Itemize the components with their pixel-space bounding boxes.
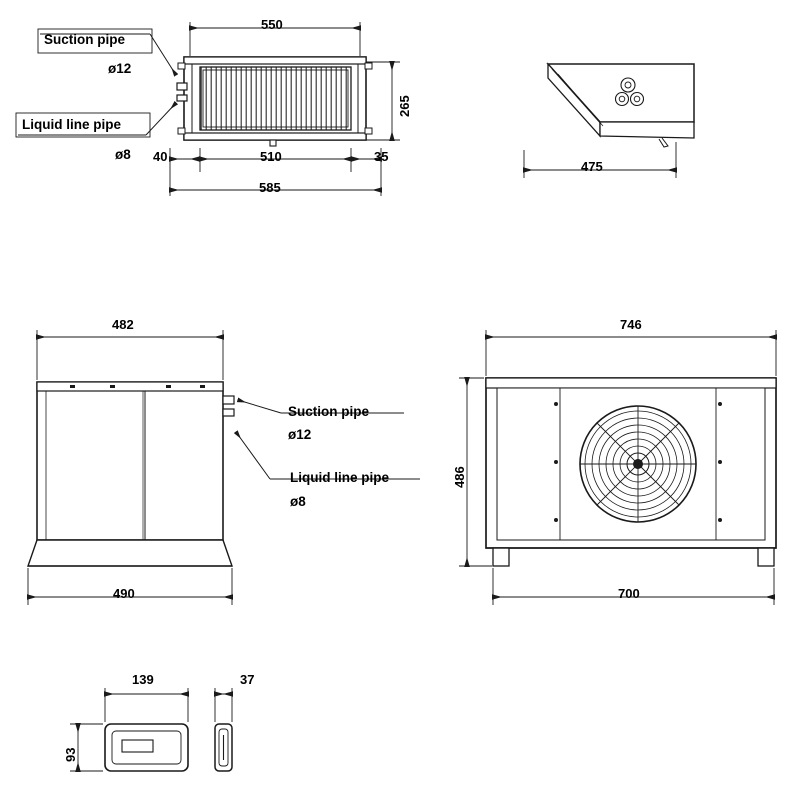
side-view-geometry [28,382,234,566]
dimension-label-482: 482 [112,317,134,332]
callout-suction-spec-top: ø12 [108,61,132,76]
callout-suction-pipe-side: Suction pipe [288,404,369,419]
dimension-label-40: 40 [153,149,168,164]
dimension-label-585: 585 [259,180,281,195]
callout-liquid-line-pipe-top: Liquid line pipe [22,117,121,132]
dimension-label-475: 475 [581,159,603,174]
dimension-label-510: 510 [260,149,282,164]
top-view-geometry [177,57,372,146]
callout-liquid-line-pipe-side: Liquid line pipe [290,470,389,485]
dimension-label-490: 490 [113,586,135,601]
bracket-detail-geometry [105,724,232,771]
dimension-label-265: 265 [397,95,412,117]
callout-liquid-spec-top: ø8 [115,147,131,162]
dimension-label-139: 139 [132,672,154,687]
iso-view-geometry [548,64,694,147]
dimension-label-37: 37 [240,672,255,687]
dimension-label-700: 700 [618,586,640,601]
dimension-label-35: 35 [374,149,389,164]
dimension-label-93: 93 [63,747,78,762]
dimension-label-486: 486 [452,466,467,488]
front-view-geometry [486,378,776,566]
callout-suction-spec-side: ø12 [288,427,312,442]
dimension-label-746: 746 [620,317,642,332]
dimension-label-550: 550 [261,17,283,32]
callout-liquid-spec-side: ø8 [290,494,306,509]
callout-suction-pipe-top: Suction pipe [44,32,125,47]
